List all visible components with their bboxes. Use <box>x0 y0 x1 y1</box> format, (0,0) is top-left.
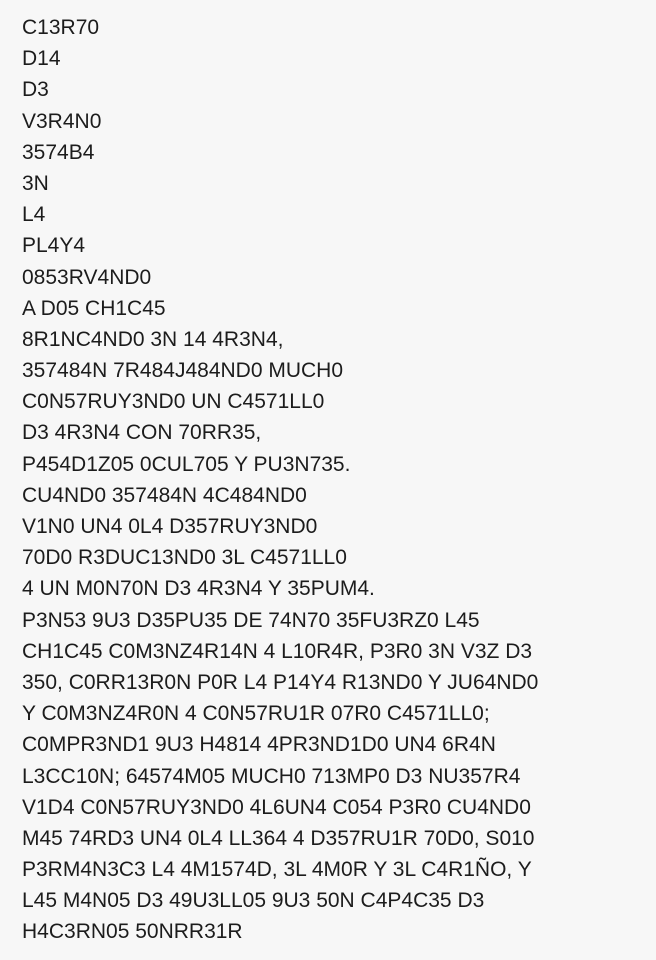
message-text <box>22 12 652 948</box>
text-line: 357484N 7R484J484ND0 MUCH0 <box>22 359 344 383</box>
text-line: D3 <box>22 78 49 102</box>
text-line: Y C0M3NZ4R0N 4 C0N57RU1R 07R0 C4571LL0; <box>22 702 490 726</box>
text-line: 8R1NC4ND0 3N 14 4R3N4, <box>22 327 284 351</box>
text-line: P3RM4N3C3 L4 4M1574D, 3L 4M0R Y 3L C4R1ÑO, Y <box>22 858 532 882</box>
text-line: C0MPR3ND1 9U3 H4814 4PR3ND1D0 UN4 6R4N <box>22 733 496 757</box>
text-line: 70D0 R3DUC13ND0 3L C4571LL0 <box>22 546 347 570</box>
text-line: A D05 CH1C45 <box>22 296 166 320</box>
text-line: P454D1Z05 0CUL705 Y PU3N735. <box>22 452 351 476</box>
text-line: V1N0 UN4 0L4 D357RUY3ND0 <box>22 515 318 538</box>
text-line: C13R70 <box>22 16 100 39</box>
text-line: V1D4 C0N57RUY3ND0 4L6UN4 C054 P3R0 CU4ND0 <box>22 795 531 819</box>
text-line: L3CC10N; 64574M05 MUCH0 713MP0 D3 NU357R4 <box>22 764 521 788</box>
text-line: CH1C45 C0M3NZ4R14N 4 L10R4R, P3R0 3N V3Z D3 <box>22 639 533 663</box>
text-line: C0N57RUY3ND0 UN C4571LL0 <box>22 390 325 414</box>
text-line: 3574B4 <box>22 140 95 164</box>
text-line: D3 4R3N4 CON 70RR35, <box>22 421 262 445</box>
text-line: 3N <box>22 171 49 195</box>
text-line: L45 M4N05 D3 49U3LL05 9U3 50N C4P4C35 D3 <box>22 889 485 913</box>
text-line: 0853RV4ND0 <box>22 265 152 289</box>
text-line: V3R4N0 <box>22 109 102 133</box>
text-line: D14 <box>22 47 61 71</box>
text-line: P3N53 9U3 D35PU35 DE 74N70 35FU3RZ0 L45 <box>22 608 480 632</box>
text-line: 350, C0RR13R0N P0R L4 P14Y4 R13ND0 Y JU64ND0 <box>22 670 539 694</box>
text-line: CU4ND0 357484N 4C484ND0 <box>22 483 307 507</box>
text-line: M45 74RD3 UN4 0L4 LL364 4 D357RU1R 70D0, S010 <box>22 826 535 850</box>
text-line: PL4Y4 <box>22 234 86 258</box>
text-line: H4C3RN05 50NRR31R <box>22 920 243 944</box>
text-line: L4 <box>22 203 46 227</box>
text-line: 4 UN M0N70N D3 4R3N4 Y 35PUM4. <box>22 577 375 601</box>
